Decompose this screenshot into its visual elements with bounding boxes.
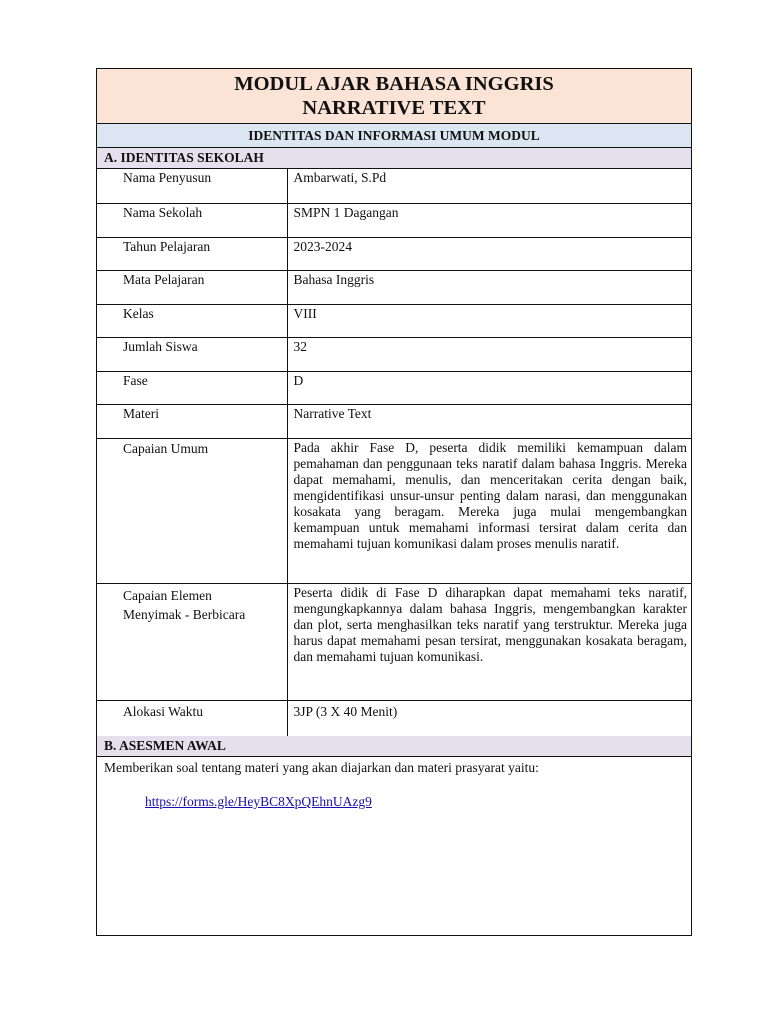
row-value-nama-penyusun: Ambarwati, S.Pd (293, 170, 387, 185)
table-row (97, 438, 691, 583)
table-row (97, 203, 691, 237)
section-b-heading: B. ASESMEN AWAL (97, 736, 691, 757)
row-label-nama-sekolah: Nama Sekolah (123, 204, 203, 220)
module-title (97, 69, 691, 124)
row-label-capaian-umum: Capaian Umum (123, 440, 209, 456)
section-a-heading: A. IDENTITAS SEKOLAH (97, 148, 691, 169)
row-label-jumlah-siswa: Jumlah Siswa (123, 338, 198, 354)
row-label-kelas: Kelas (123, 305, 154, 321)
table-row (97, 270, 691, 304)
row-value-fase: D (293, 372, 304, 388)
row-value-alokasi-waktu: 3JP (3 X 40 Menit) (293, 703, 398, 719)
row-label-menyimak-berbicara: Menyimak - Berbicara (123, 606, 246, 622)
row-value-kelas: VIII (293, 305, 317, 321)
table-row (97, 337, 691, 371)
title-line-1: MODUL AJAR BAHASA INGGRIS (234, 73, 554, 95)
row-label-mata-pelajaran: Mata Pelajaran (123, 271, 205, 287)
table-row (97, 371, 691, 404)
row-label-materi: Materi (123, 405, 159, 421)
row-value-capaian-umum: Pada akhir Fase D, peserta didik memiliki kemampuan dalam pemahaman dan penggunaan teks naratif dalam bahasa Inggris. Mereka dapat memahami, menulis, dan menceritakan cerita dengan baik, mengidentifikasi unsur-unsur penting dalam narasi, dan menggunakan kosakata yang beragam. Mereka juga mulai mengembangkan kemampuan untuk memahami informasi tersirat dalam cerita dan memahami tujuan komunikasi dalam proses menulis naratif. (293, 439, 687, 551)
asesmen-form-link[interactable]: https://forms.gle/HeyBC8XpQEhnUAzg9 (145, 794, 372, 809)
row-label-tahun-pelajaran: Tahun Pelajaran (123, 238, 211, 254)
table-row (97, 583, 691, 700)
row-value-nama-sekolah: SMPN 1 Dagangan (293, 204, 399, 220)
row-value-mata-pelajaran: Bahasa Inggris (293, 271, 375, 287)
identitas-header: IDENTITAS DAN INFORMASI UMUM MODUL (97, 124, 691, 148)
table-row (97, 169, 691, 203)
row-label-fase: Fase (123, 372, 148, 388)
table-row (97, 404, 691, 438)
row-value-materi: Narrative Text (293, 405, 372, 421)
row-label-nama-penyusun: Nama Penyusun (123, 170, 212, 185)
asesmen-description: Memberikan soal tentang materi yang akan diajarkan dan materi prasyarat yaitu: (104, 760, 539, 775)
module-document (96, 68, 692, 936)
table-row (97, 304, 691, 337)
row-value-capaian-elemen: Peserta didik di Fase D diharapkan dapat memahami teks naratif, mengungkapkannya dalam bahasa Inggris, mengembangkan karakter dan plot, serta menghasilkan teks naratif yang terstruktur. Mereka juga harus dapat memahami pesan tersirat, menggunakan kosakata beragam, dan memahami tujuan komunikasi. (293, 584, 687, 664)
asesmen-body (97, 758, 691, 810)
table-row (97, 700, 691, 736)
row-label-alokasi-waktu: Alokasi Waktu (123, 703, 204, 719)
title-line-2: NARRATIVE TEXT (302, 97, 486, 119)
row-label-capaian-elemen: Capaian Elemen (123, 587, 212, 603)
identitas-table (97, 169, 691, 737)
row-value-tahun-pelajaran: 2023-2024 (293, 238, 352, 254)
row-value-jumlah-siswa: 32 (293, 338, 307, 354)
table-row (97, 237, 691, 270)
